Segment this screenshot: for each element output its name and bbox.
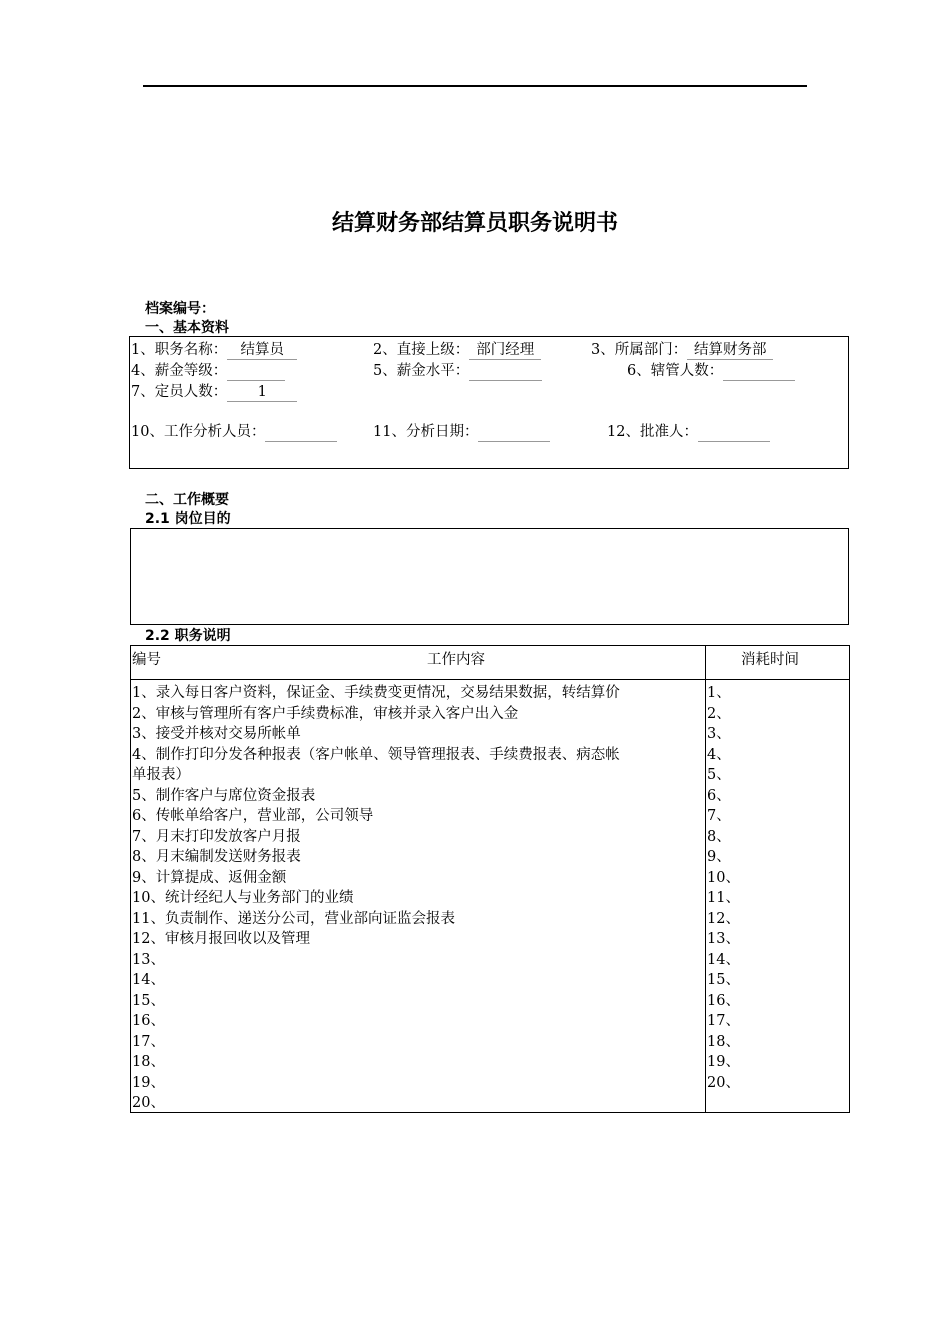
headcount-label: 7、定员人数： bbox=[131, 384, 228, 400]
time-line: 19、 bbox=[707, 1054, 740, 1070]
duty-line: 2、审核与管理所有客户手续费标准，审核并录入客户出入金 bbox=[132, 705, 519, 722]
position-name-field bbox=[131, 340, 297, 360]
duty-line: 17、 bbox=[132, 1033, 165, 1050]
time-line: 7、 bbox=[707, 808, 731, 824]
duty-line: 8、月末编制发送财务报表 bbox=[132, 849, 301, 865]
duty-line: 15、 bbox=[132, 992, 165, 1009]
basic-info-box bbox=[129, 336, 849, 469]
duty-line: 4、制作打印分发各种报表（客户帐单、领导管理报表、手续费报表、病态帐 bbox=[132, 746, 620, 763]
time-line: 9、 bbox=[707, 849, 731, 865]
duties-content-list bbox=[132, 683, 704, 1114]
duty-line: 10、统计经纪人与业务部门的业绩 bbox=[132, 890, 354, 906]
time-line: 16、 bbox=[707, 992, 740, 1009]
header-rule bbox=[143, 85, 807, 87]
subordinates-label: 6、辖管人数： bbox=[627, 363, 724, 379]
time-line: 13、 bbox=[707, 931, 740, 947]
duty-line: 1、录入每日客户资料，保证金、手续费变更情况，交易结果数据，转结算价 bbox=[132, 685, 620, 701]
approver-field bbox=[607, 422, 770, 442]
time-line: 5、 bbox=[707, 767, 731, 783]
department-label: 3、所属部门： bbox=[591, 342, 688, 358]
duties-heading: 2.2 职务说明 bbox=[145, 628, 231, 644]
superior-label: 2、直接上级： bbox=[373, 342, 470, 358]
header-divider bbox=[131, 679, 849, 680]
approver-label: 12、批准人： bbox=[607, 424, 698, 440]
time-line: 12、 bbox=[707, 910, 740, 927]
time-line: 1、 bbox=[707, 685, 731, 701]
time-line: 18、 bbox=[707, 1033, 740, 1050]
time-line: 10、 bbox=[707, 869, 740, 886]
time-line: 8、 bbox=[707, 828, 731, 845]
archive-number-label: 档案编号： bbox=[145, 301, 215, 317]
duty-line: 5、制作客户与席位资金报表 bbox=[132, 787, 316, 804]
duty-line: 20、 bbox=[132, 1095, 165, 1111]
duties-time-list bbox=[707, 683, 847, 1093]
duty-line: 12、审核月报回收以及管理 bbox=[132, 931, 310, 947]
analysis-date-blank bbox=[478, 422, 550, 442]
duty-line: 18、 bbox=[132, 1054, 165, 1070]
time-line: 3、 bbox=[707, 726, 731, 742]
column-header-content: 工作内容 bbox=[427, 652, 485, 668]
approver-blank bbox=[698, 422, 770, 442]
department-value: 结算财务部 bbox=[687, 340, 773, 360]
duty-line: 7、月末打印发放客户月报 bbox=[132, 828, 301, 845]
duty-line: 19、 bbox=[132, 1074, 165, 1091]
duty-line: 单报表） bbox=[132, 767, 190, 783]
duty-line: 9、计算提成、返佣金额 bbox=[132, 869, 287, 886]
duty-line: 16、 bbox=[132, 1013, 165, 1029]
time-line: 14、 bbox=[707, 951, 740, 968]
subordinates-field bbox=[627, 361, 795, 381]
time-line: 11、 bbox=[707, 890, 740, 906]
purpose-box bbox=[130, 528, 849, 625]
duty-line: 11、负责制作、递送分公司，营业部向证监会报表 bbox=[132, 910, 455, 927]
analyst-blank bbox=[265, 422, 337, 442]
purpose-heading: 2.1 岗位目的 bbox=[145, 511, 231, 527]
department-field bbox=[591, 340, 773, 360]
analysis-date-field bbox=[373, 422, 550, 442]
salary-level-label: 5、薪金水平： bbox=[373, 363, 470, 379]
time-line: 6、 bbox=[707, 787, 731, 804]
section2-heading: 二、工作概要 bbox=[145, 492, 229, 508]
duty-line: 14、 bbox=[132, 972, 165, 988]
superior-value: 部门经理 bbox=[469, 340, 541, 360]
duties-table bbox=[130, 645, 850, 1113]
headcount-value: 1 bbox=[227, 382, 297, 402]
column-header-number: 编号 bbox=[132, 652, 161, 668]
position-name-value: 结算员 bbox=[227, 340, 297, 360]
salary-level-blank bbox=[469, 361, 542, 381]
headcount-field bbox=[131, 382, 297, 402]
column-divider bbox=[705, 646, 706, 1112]
position-name-label: 1、职务名称： bbox=[131, 342, 228, 358]
analyst-field bbox=[131, 422, 337, 442]
page-title: 结算财务部结算员职务说明书 bbox=[331, 211, 618, 236]
analyst-label: 10、工作分析人员： bbox=[131, 424, 266, 440]
salary-grade-label: 4、薪金等级： bbox=[131, 363, 228, 379]
subordinates-blank bbox=[723, 361, 795, 381]
time-line: 2、 bbox=[707, 705, 731, 722]
section1-heading: 一、基本资料 bbox=[145, 320, 229, 336]
analysis-date-label: 11、分析日期： bbox=[373, 424, 479, 440]
duty-line: 6、传帐单给客户，营业部，公司领导 bbox=[132, 808, 374, 824]
duty-line: 13、 bbox=[132, 951, 165, 968]
salary-grade-blank bbox=[227, 361, 285, 381]
column-header-time: 消耗时间 bbox=[741, 652, 799, 668]
time-line: 4、 bbox=[707, 746, 731, 763]
time-line: 20、 bbox=[707, 1074, 740, 1091]
duty-line: 3、接受并核对交易所帐单 bbox=[132, 726, 301, 742]
salary-level-field bbox=[373, 361, 542, 381]
time-line: 17、 bbox=[707, 1013, 740, 1029]
salary-grade-field bbox=[131, 361, 285, 381]
superior-field bbox=[373, 340, 541, 360]
time-line: 15、 bbox=[707, 972, 740, 988]
